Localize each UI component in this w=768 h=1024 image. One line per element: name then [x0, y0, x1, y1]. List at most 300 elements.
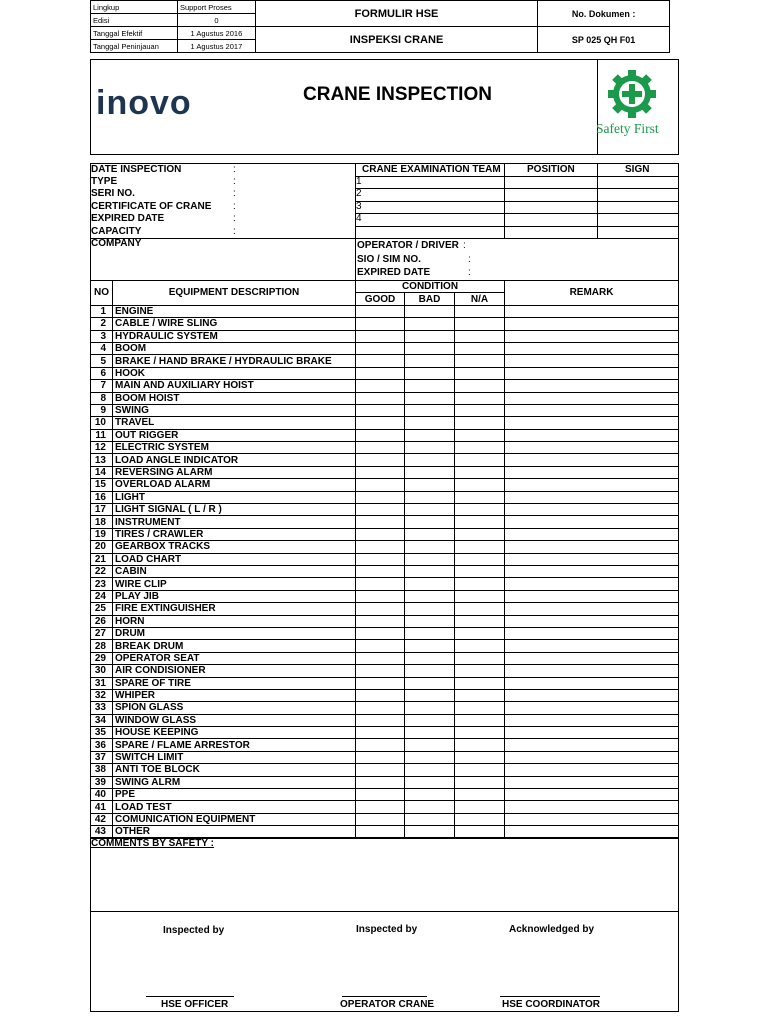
bad-cell[interactable]: [405, 603, 455, 615]
table-row: [91, 541, 679, 553]
remark-cell[interactable]: [505, 491, 679, 503]
na-cell[interactable]: [455, 578, 505, 590]
good-cell[interactable]: [356, 751, 405, 763]
remark-cell[interactable]: [505, 417, 679, 429]
bad-cell[interactable]: [405, 429, 455, 441]
bad-cell[interactable]: [405, 677, 455, 689]
item-number: 11: [91, 429, 113, 441]
bad-cell[interactable]: [405, 751, 455, 763]
item-number: 2: [91, 318, 113, 330]
bad-header: BAD: [405, 293, 455, 305]
good-cell[interactable]: [356, 541, 405, 553]
form-subtitle: INSPEKSI CRANE: [255, 27, 537, 53]
remark-cell[interactable]: [505, 677, 679, 689]
table-row: [91, 739, 679, 751]
remark-cell[interactable]: [505, 640, 679, 652]
form-title: FORMULIR HSE: [255, 1, 537, 27]
table-row: [91, 627, 679, 639]
good-cell[interactable]: [356, 565, 405, 577]
table-row: [91, 528, 679, 540]
na-cell[interactable]: [455, 442, 505, 454]
item-description: HORN: [113, 615, 356, 627]
item-description: CABIN: [113, 565, 356, 577]
item-description: SPARE OF TIRE: [113, 677, 356, 689]
item-number: 9: [91, 404, 113, 416]
good-cell[interactable]: [356, 590, 405, 602]
table-row: [91, 578, 679, 590]
bad-cell[interactable]: [405, 578, 455, 590]
logo-text: inovo: [96, 84, 192, 122]
remark-cell[interactable]: [505, 342, 679, 354]
bad-cell[interactable]: [405, 330, 455, 342]
na-cell[interactable]: [455, 764, 505, 776]
item-description: ENGINE: [113, 305, 356, 317]
good-cell[interactable]: [356, 491, 405, 503]
remark-cell[interactable]: [505, 380, 679, 392]
bad-cell[interactable]: [405, 305, 455, 317]
remark-cell[interactable]: [505, 553, 679, 565]
table-row: [91, 764, 679, 776]
bad-cell[interactable]: [405, 714, 455, 726]
table-row: [91, 516, 679, 528]
item-description: LOAD CHART: [113, 553, 356, 565]
signature-caption: Acknowledged by: [509, 924, 595, 935]
position-header: POSITION: [527, 164, 575, 175]
item-number: 40: [91, 789, 113, 801]
na-cell[interactable]: [455, 727, 505, 739]
na-cell[interactable]: [455, 528, 505, 540]
na-cell[interactable]: [455, 751, 505, 763]
good-cell[interactable]: [356, 739, 405, 751]
good-cell[interactable]: [356, 380, 405, 392]
item-number: 25: [91, 603, 113, 615]
remark-cell[interactable]: [505, 751, 679, 763]
good-cell[interactable]: [356, 367, 405, 379]
na-cell[interactable]: [455, 652, 505, 664]
info-label: DATE INSPECTION: [91, 164, 182, 175]
remark-cell[interactable]: [505, 355, 679, 367]
item-number: 28: [91, 640, 113, 652]
item-description: OTHER: [113, 826, 356, 838]
remark-cell[interactable]: [505, 442, 679, 454]
good-cell[interactable]: [356, 727, 405, 739]
item-number: 15: [91, 479, 113, 491]
na-cell[interactable]: [455, 318, 505, 330]
table-row: [91, 404, 679, 416]
info-label: CERTIFICATE OF CRANE: [91, 201, 212, 212]
team-row-number: 4: [356, 213, 362, 224]
bad-cell[interactable]: [405, 702, 455, 714]
header-label: Lingkup: [91, 1, 178, 14]
safety-gear-icon: [606, 68, 658, 120]
signature-line: [342, 996, 427, 997]
bad-cell[interactable]: [405, 739, 455, 751]
item-description: MAIN AND AUXILIARY HOIST: [113, 380, 356, 392]
bad-cell[interactable]: [405, 801, 455, 813]
header-value: 1 Agustus 2017: [177, 40, 255, 53]
item-number: 12: [91, 442, 113, 454]
item-number: 24: [91, 590, 113, 602]
item-description: LOAD ANGLE INDICATOR: [113, 454, 356, 466]
good-cell[interactable]: [356, 479, 405, 491]
item-description: BRAKE / HAND BRAKE / HYDRAULIC BRAKE: [113, 355, 356, 367]
remark-cell[interactable]: [505, 627, 679, 639]
remark-cell[interactable]: [505, 727, 679, 739]
remark-cell[interactable]: [505, 318, 679, 330]
item-number: 6: [91, 367, 113, 379]
header-value: 1 Agustus 2016: [177, 27, 255, 40]
na-cell[interactable]: [455, 640, 505, 652]
remark-cell[interactable]: [505, 479, 679, 491]
item-number: 26: [91, 615, 113, 627]
table-row: [91, 318, 679, 330]
bad-cell[interactable]: [405, 615, 455, 627]
item-description: AIR CONDISIONER: [113, 665, 356, 677]
bad-cell[interactable]: [405, 665, 455, 677]
item-number: 31: [91, 677, 113, 689]
bad-cell[interactable]: [405, 553, 455, 565]
bad-cell[interactable]: [405, 590, 455, 602]
team-row-number: 3: [356, 201, 362, 212]
item-number: 38: [91, 764, 113, 776]
na-cell[interactable]: [455, 603, 505, 615]
bad-cell[interactable]: [405, 392, 455, 404]
bad-cell[interactable]: [405, 479, 455, 491]
remark-cell[interactable]: [505, 813, 679, 825]
item-number: 22: [91, 565, 113, 577]
good-cell[interactable]: [356, 404, 405, 416]
remark-cell[interactable]: [505, 764, 679, 776]
signature-role: HSE OFFICER: [161, 999, 229, 1010]
table-row: [91, 392, 679, 404]
bad-cell[interactable]: [405, 355, 455, 367]
remark-cell[interactable]: [505, 776, 679, 788]
good-cell[interactable]: [356, 305, 405, 317]
item-description: WHIPER: [113, 689, 356, 701]
table-row: [91, 801, 679, 813]
remark-cell[interactable]: [505, 330, 679, 342]
good-cell[interactable]: [356, 702, 405, 714]
good-cell[interactable]: [356, 528, 405, 540]
item-description: ELECTRIC SYSTEM: [113, 442, 356, 454]
item-number: 37: [91, 751, 113, 763]
remark-cell[interactable]: [505, 454, 679, 466]
remark-cell[interactable]: [505, 714, 679, 726]
item-number: 7: [91, 380, 113, 392]
item-number: 39: [91, 776, 113, 788]
bad-cell[interactable]: [405, 565, 455, 577]
table-row: [91, 677, 679, 689]
bad-cell[interactable]: [405, 466, 455, 478]
condition-header: CONDITION: [356, 281, 505, 293]
doc-no-label: No. Dokumen :: [538, 1, 670, 27]
na-cell[interactable]: [455, 590, 505, 602]
na-cell[interactable]: [455, 305, 505, 317]
na-cell[interactable]: [455, 776, 505, 788]
table-row: [91, 714, 679, 726]
good-cell[interactable]: [356, 330, 405, 342]
remark-cell[interactable]: [505, 541, 679, 553]
good-cell[interactable]: [356, 764, 405, 776]
na-cell[interactable]: [455, 429, 505, 441]
table-row: [91, 702, 679, 714]
remark-cell[interactable]: [505, 801, 679, 813]
na-cell[interactable]: [455, 627, 505, 639]
item-description: SPION GLASS: [113, 702, 356, 714]
item-description: HOOK: [113, 367, 356, 379]
item-description: SPARE / FLAME ARRESTOR: [113, 739, 356, 751]
good-cell[interactable]: [356, 553, 405, 565]
document-header: [90, 0, 670, 53]
na-cell[interactable]: [455, 516, 505, 528]
good-cell[interactable]: [356, 813, 405, 825]
na-cell[interactable]: [455, 541, 505, 553]
na-cell[interactable]: [455, 813, 505, 825]
table-row: [91, 776, 679, 788]
item-description: SWING ALRM: [113, 776, 356, 788]
bad-cell[interactable]: [405, 541, 455, 553]
bad-cell[interactable]: [405, 491, 455, 503]
item-number: 8: [91, 392, 113, 404]
na-cell[interactable]: [455, 565, 505, 577]
na-cell[interactable]: [455, 491, 505, 503]
info-label: CAPACITY: [91, 226, 142, 237]
table-row: [91, 479, 679, 491]
item-number: 5: [91, 355, 113, 367]
good-cell[interactable]: [356, 714, 405, 726]
table-row: [91, 342, 679, 354]
na-cell[interactable]: [455, 380, 505, 392]
bad-cell[interactable]: [405, 627, 455, 639]
remark-cell[interactable]: [505, 528, 679, 540]
na-cell[interactable]: [455, 677, 505, 689]
remark-cell[interactable]: [505, 702, 679, 714]
bad-cell[interactable]: [405, 516, 455, 528]
item-number: 3: [91, 330, 113, 342]
bad-cell[interactable]: [405, 776, 455, 788]
remark-cell[interactable]: [505, 615, 679, 627]
item-number: 30: [91, 665, 113, 677]
item-number: 43: [91, 826, 113, 838]
good-cell[interactable]: [356, 603, 405, 615]
table-row: [91, 565, 679, 577]
remark-cell[interactable]: [505, 565, 679, 577]
good-cell[interactable]: [356, 466, 405, 478]
good-cell[interactable]: [356, 627, 405, 639]
na-cell[interactable]: [455, 665, 505, 677]
item-description: HYDRAULIC SYSTEM: [113, 330, 356, 342]
remark-cell[interactable]: [505, 578, 679, 590]
signature-role: HSE COORDINATOR: [502, 999, 600, 1010]
table-row: [91, 603, 679, 615]
na-cell[interactable]: [455, 739, 505, 751]
item-description: SWING: [113, 404, 356, 416]
bad-cell[interactable]: [405, 528, 455, 540]
item-number: 19: [91, 528, 113, 540]
table-row: [91, 813, 679, 825]
table-row: [91, 466, 679, 478]
bad-cell[interactable]: [405, 442, 455, 454]
table-row: [91, 367, 679, 379]
info-label: TYPE: [91, 176, 118, 187]
bad-cell[interactable]: [405, 640, 455, 652]
good-cell[interactable]: [356, 801, 405, 813]
good-cell[interactable]: [356, 392, 405, 404]
remark-cell[interactable]: [505, 367, 679, 379]
item-number: 23: [91, 578, 113, 590]
remark-cell[interactable]: [505, 789, 679, 801]
bad-cell[interactable]: [405, 454, 455, 466]
na-cell[interactable]: [455, 615, 505, 627]
bad-cell[interactable]: [405, 318, 455, 330]
item-description: BOOM: [113, 342, 356, 354]
na-header: N/A: [455, 293, 505, 305]
bad-cell[interactable]: [405, 504, 455, 516]
good-cell[interactable]: [356, 677, 405, 689]
na-cell[interactable]: [455, 367, 505, 379]
good-cell[interactable]: [356, 652, 405, 664]
bad-cell[interactable]: [405, 764, 455, 776]
na-cell[interactable]: [455, 714, 505, 726]
remark-cell[interactable]: [505, 466, 679, 478]
item-description: WINDOW GLASS: [113, 714, 356, 726]
sign-header: SIGN: [625, 164, 650, 175]
remark-cell[interactable]: [505, 429, 679, 441]
info-label: EXPIRED DATE: [91, 213, 165, 224]
header-label: Tanggal Efektif: [91, 27, 178, 40]
good-cell[interactable]: [356, 417, 405, 429]
item-number: 17: [91, 504, 113, 516]
item-description: FIRE EXTINGUISHER: [113, 603, 356, 615]
team-header: CRANE EXAMINATION TEAM: [362, 164, 501, 175]
header-value: Support Proses: [177, 1, 255, 14]
remark-cell[interactable]: [505, 404, 679, 416]
na-cell[interactable]: [455, 466, 505, 478]
item-description: HOUSE KEEPING: [113, 727, 356, 739]
table-row: [91, 355, 679, 367]
item-description: PLAY JIB: [113, 590, 356, 602]
table-row: [91, 789, 679, 801]
item-number: 42: [91, 813, 113, 825]
good-cell[interactable]: [356, 429, 405, 441]
header-value: 0: [177, 14, 255, 27]
na-cell[interactable]: [455, 330, 505, 342]
table-row: [91, 652, 679, 664]
remark-cell[interactable]: [505, 603, 679, 615]
good-cell[interactable]: [356, 318, 405, 330]
item-description: OPERATOR SEAT: [113, 652, 356, 664]
no-header: NO: [91, 281, 113, 306]
na-cell[interactable]: [455, 504, 505, 516]
table-row: [91, 553, 679, 565]
bad-cell[interactable]: [405, 367, 455, 379]
remark-cell[interactable]: [505, 392, 679, 404]
item-number: 36: [91, 739, 113, 751]
item-number: 10: [91, 417, 113, 429]
bad-cell[interactable]: [405, 404, 455, 416]
good-cell[interactable]: [356, 776, 405, 788]
company-label: COMPANY: [91, 238, 142, 249]
team-row-number: 1: [356, 176, 362, 187]
table-row: [91, 590, 679, 602]
na-cell[interactable]: [455, 479, 505, 491]
good-cell[interactable]: [356, 640, 405, 652]
good-cell[interactable]: [356, 689, 405, 701]
bad-cell[interactable]: [405, 417, 455, 429]
remark-cell[interactable]: [505, 739, 679, 751]
good-cell[interactable]: [356, 516, 405, 528]
na-cell[interactable]: [455, 553, 505, 565]
remark-header: REMARK: [505, 281, 679, 306]
remark-cell[interactable]: [505, 652, 679, 664]
item-description: DRUM: [113, 627, 356, 639]
item-number: 13: [91, 454, 113, 466]
item-number: 33: [91, 702, 113, 714]
good-cell[interactable]: [356, 578, 405, 590]
item-number: 14: [91, 466, 113, 478]
item-description: OVERLOAD ALARM: [113, 479, 356, 491]
bad-cell[interactable]: [405, 727, 455, 739]
remark-cell[interactable]: [505, 516, 679, 528]
na-cell[interactable]: [455, 417, 505, 429]
na-cell[interactable]: [455, 789, 505, 801]
good-cell[interactable]: [356, 504, 405, 516]
signature-line: [500, 996, 600, 997]
na-cell[interactable]: [455, 454, 505, 466]
na-cell[interactable]: [455, 392, 505, 404]
table-row: [91, 640, 679, 652]
table-row: [91, 417, 679, 429]
item-number: 41: [91, 801, 113, 813]
good-cell[interactable]: [356, 665, 405, 677]
good-cell[interactable]: [356, 342, 405, 354]
na-cell[interactable]: [455, 342, 505, 354]
remark-cell[interactable]: [505, 689, 679, 701]
good-cell[interactable]: [356, 615, 405, 627]
good-cell[interactable]: [356, 454, 405, 466]
na-cell[interactable]: [455, 801, 505, 813]
remark-cell[interactable]: [505, 504, 679, 516]
bad-cell[interactable]: [405, 652, 455, 664]
bad-cell[interactable]: [405, 789, 455, 801]
good-cell[interactable]: [356, 442, 405, 454]
bad-cell[interactable]: [405, 342, 455, 354]
bad-cell[interactable]: [405, 380, 455, 392]
bad-cell[interactable]: [405, 689, 455, 701]
item-description: LIGHT: [113, 491, 356, 503]
na-cell[interactable]: [455, 404, 505, 416]
signature-caption: Inspected by: [356, 924, 418, 935]
item-description: OUT RIGGER: [113, 429, 356, 441]
good-cell[interactable]: [356, 789, 405, 801]
na-cell[interactable]: [455, 689, 505, 701]
item-number: 1: [91, 305, 113, 317]
table-row: [91, 665, 679, 677]
item-description: PPE: [113, 789, 356, 801]
item-description: GEARBOX TRACKS: [113, 541, 356, 553]
item-description: LIGHT SIGNAL ( L / R ): [113, 504, 356, 516]
good-cell[interactable]: [356, 355, 405, 367]
info-label: SERI NO.: [91, 188, 135, 199]
bad-cell[interactable]: [405, 813, 455, 825]
item-number: 32: [91, 689, 113, 701]
remark-cell[interactable]: [505, 590, 679, 602]
remark-cell[interactable]: [505, 305, 679, 317]
item-description: BREAK DRUM: [113, 640, 356, 652]
na-cell[interactable]: [455, 355, 505, 367]
remark-cell[interactable]: [505, 665, 679, 677]
na-cell[interactable]: [455, 702, 505, 714]
